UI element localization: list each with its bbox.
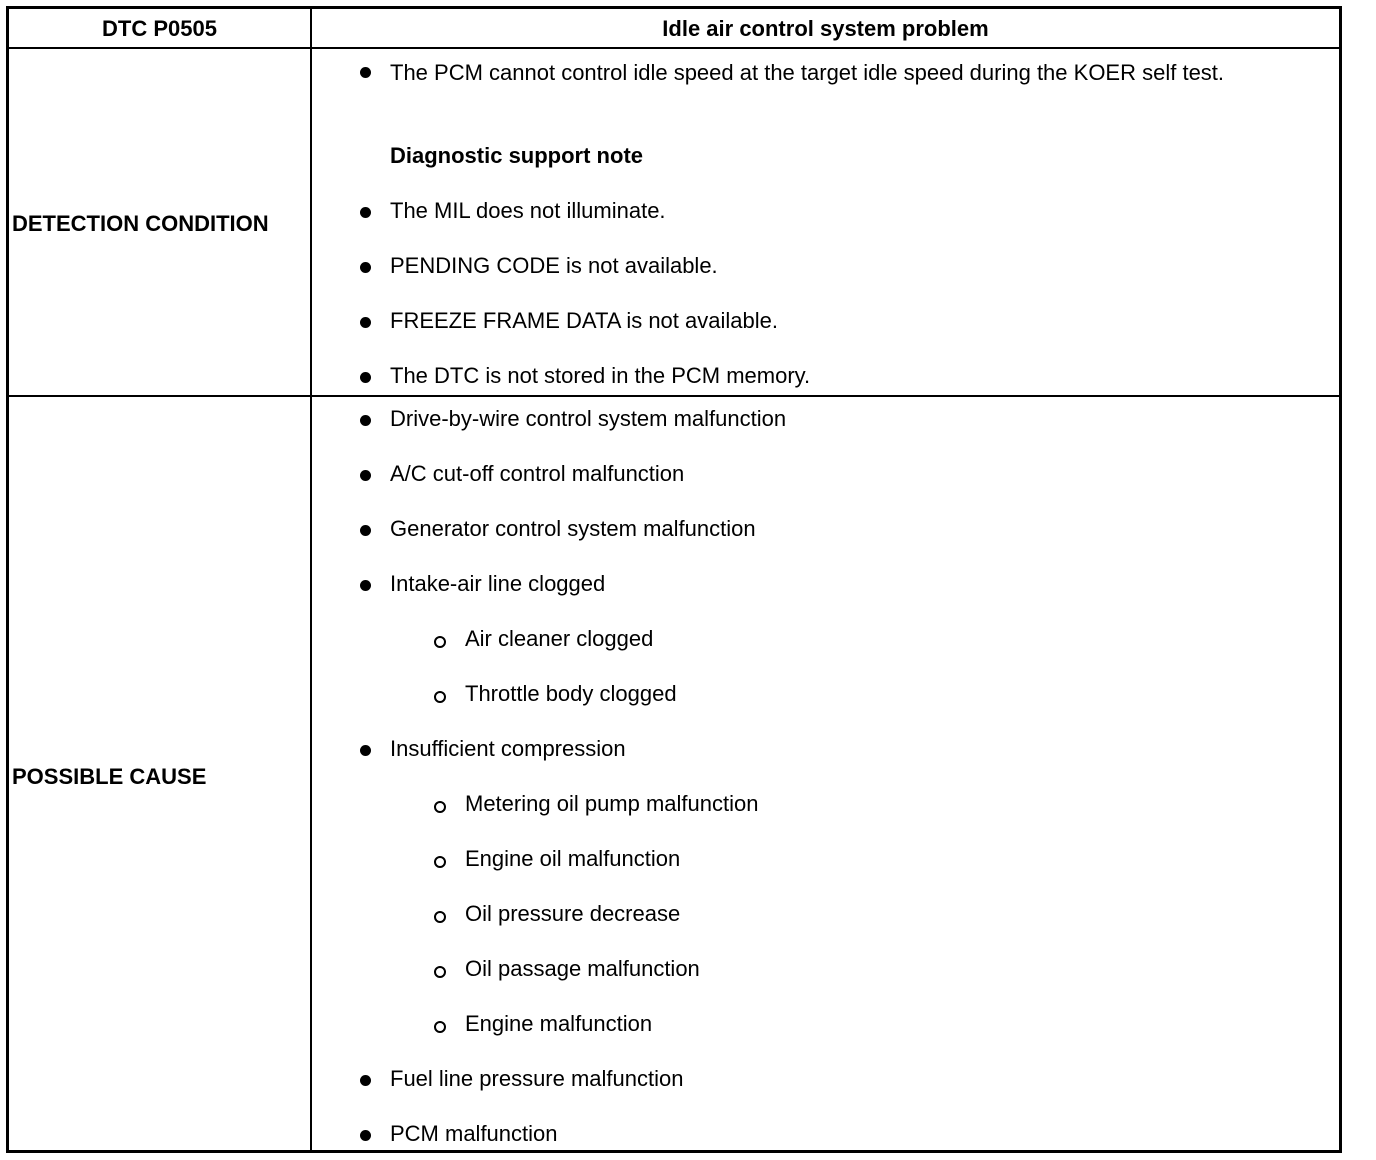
dtc-code-header: DTC P0505 bbox=[102, 16, 217, 41]
detection-condition-label: DETECTION CONDITION bbox=[12, 211, 269, 236]
cause-item: Intake-air line clogged bbox=[390, 571, 606, 596]
possible-cause-label: POSSIBLE CAUSE bbox=[12, 764, 207, 789]
bullet-icon bbox=[360, 67, 371, 78]
bullet-icon bbox=[360, 470, 371, 481]
cause-item: A/C cut-off control malfunction bbox=[390, 461, 685, 486]
bullet-icon bbox=[360, 1075, 371, 1086]
cause-item: Drive-by-wire control system malfunction bbox=[390, 406, 787, 431]
cause-item: Generator control system malfunction bbox=[390, 516, 756, 541]
dtc-table bbox=[6, 6, 1342, 1153]
cause-item: Fuel line pressure malfunction bbox=[390, 1066, 684, 1091]
bullet-icon bbox=[360, 372, 371, 383]
diagnostic-note-heading: Diagnostic support note bbox=[390, 143, 643, 168]
cause-subitem: Oil pressure decrease bbox=[465, 901, 681, 926]
detection-main-item: The PCM cannot control idle speed at the target idle speed during the KOER self test. bbox=[390, 60, 1225, 85]
dtc-title-header: Idle air control system problem bbox=[662, 16, 989, 41]
cause-subitem: Air cleaner clogged bbox=[465, 626, 654, 651]
hollow-bullet-icon bbox=[434, 911, 446, 923]
detection-note-item: The DTC is not stored in the PCM memory. bbox=[390, 363, 811, 388]
bullet-icon bbox=[360, 745, 371, 756]
cause-subitem: Engine malfunction bbox=[465, 1011, 653, 1036]
hollow-bullet-icon bbox=[434, 966, 446, 978]
bullet-icon bbox=[360, 415, 371, 426]
bullet-icon bbox=[360, 1130, 371, 1141]
hollow-bullet-icon bbox=[434, 691, 446, 703]
hollow-bullet-icon bbox=[434, 1021, 446, 1033]
detection-note-item: PENDING CODE is not available. bbox=[390, 253, 718, 278]
hollow-bullet-icon bbox=[434, 636, 446, 648]
hollow-bullet-icon bbox=[434, 801, 446, 813]
bullet-icon bbox=[360, 262, 371, 273]
cause-item: PCM malfunction bbox=[390, 1121, 558, 1146]
cause-subitem: Oil passage malfunction bbox=[465, 956, 700, 981]
column-divider bbox=[310, 9, 312, 1150]
bullet-icon bbox=[360, 525, 371, 536]
cause-item: Insufficient compression bbox=[390, 736, 626, 761]
bullet-icon bbox=[360, 580, 371, 591]
header-row-divider bbox=[9, 47, 1339, 49]
cause-subitem: Throttle body clogged bbox=[465, 681, 677, 706]
bullet-icon bbox=[360, 207, 371, 218]
cause-subitem: Metering oil pump malfunction bbox=[465, 791, 759, 816]
section-row-divider bbox=[9, 395, 1339, 397]
hollow-bullet-icon bbox=[434, 856, 446, 868]
detection-note-item: The MIL does not illuminate. bbox=[390, 198, 666, 223]
detection-note-item: FREEZE FRAME DATA is not available. bbox=[390, 308, 778, 333]
bullet-icon bbox=[360, 317, 371, 328]
cause-subitem: Engine oil malfunction bbox=[465, 846, 681, 871]
